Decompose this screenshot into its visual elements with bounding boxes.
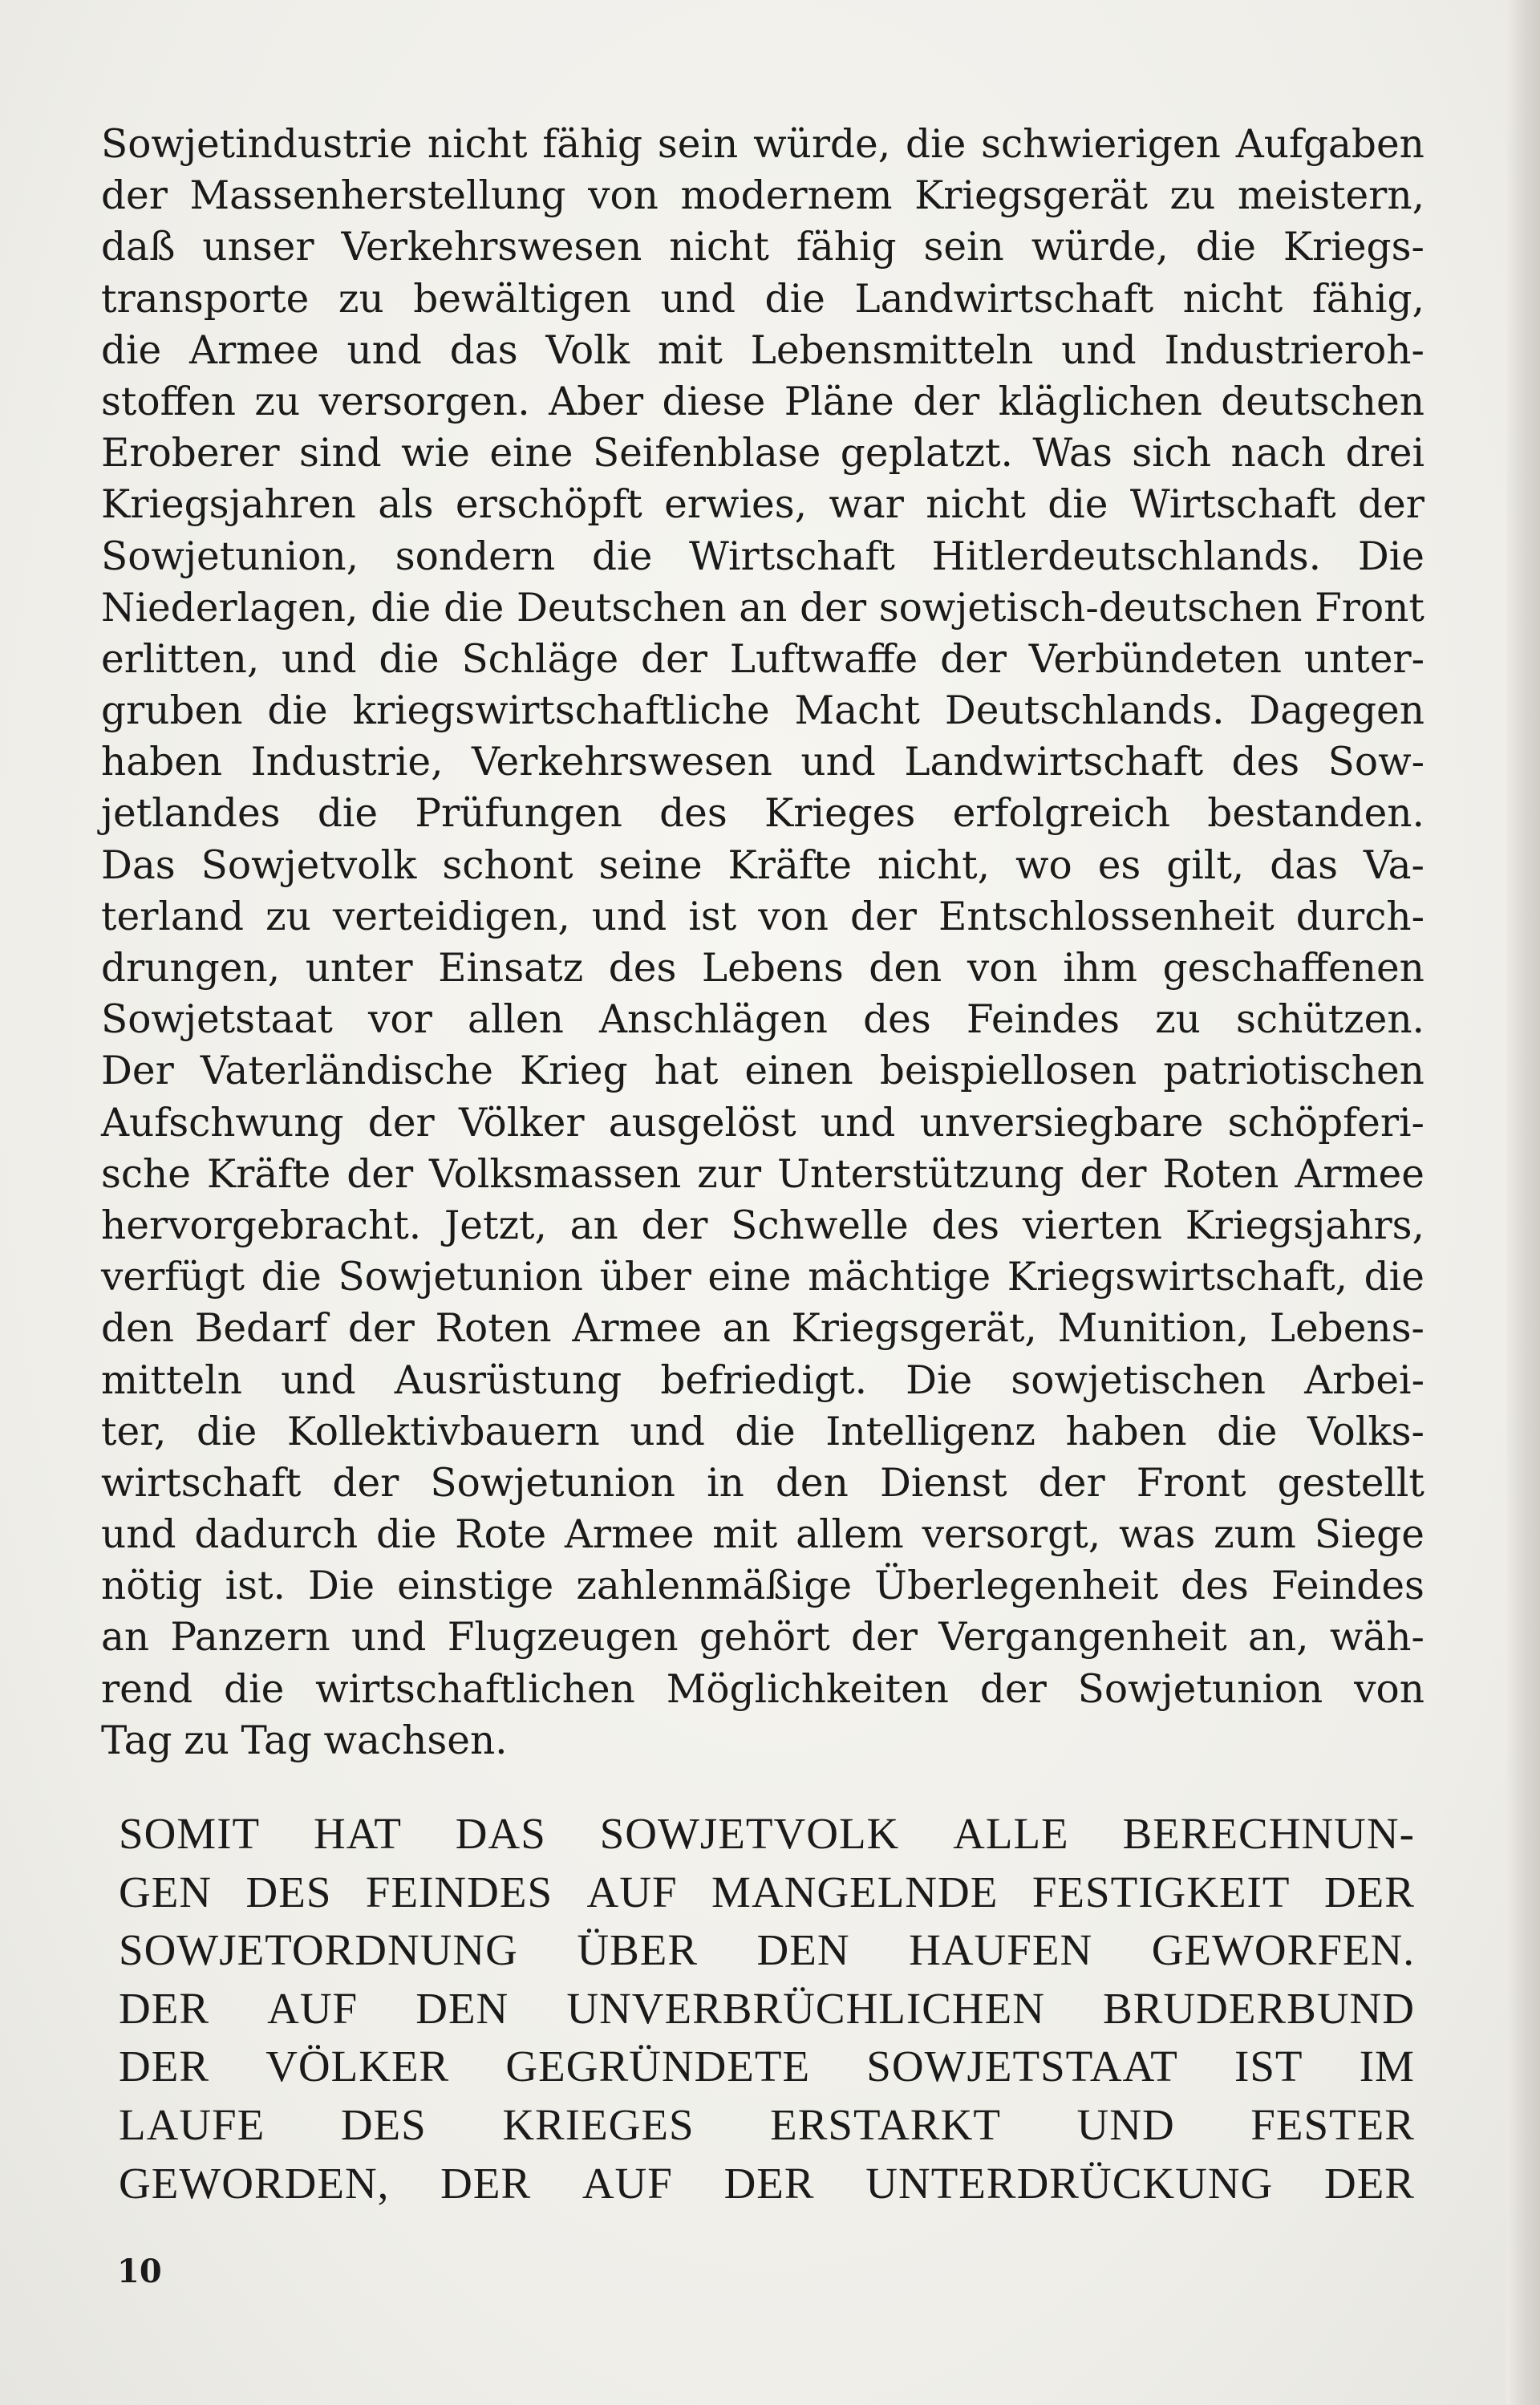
text-line: mitteln und Ausrüstung befriedigt. Die sowjetischen Arbei- [101, 1357, 1424, 1403]
text-line: Kriegsjahren als erschöpft erwies, war nicht die Wirtschaft der [101, 482, 1424, 528]
text-line: Der Vaterländische Krieg hat einen beispiellosen patriotischen [101, 1048, 1424, 1094]
text-line: und dadurch die Rote Armee mit allem versorgt, was zum Siege [101, 1512, 1424, 1558]
caps-text-line: SOMIT HAT DAS SOWJETVOLK ALLE BERECHNUN- [119, 1809, 1415, 1858]
text-line: die Armee und das Volk mit Lebensmitteln und Industrieroh- [101, 327, 1424, 373]
text-line: wirtschaft der Sowjetunion in den Dienst der Front gestellt [101, 1460, 1424, 1506]
page-number: 10 [117, 2253, 162, 2290]
text-line: hervorgebracht. Jetzt, an der Schwelle des vierten Kriegsjahrs, [101, 1202, 1424, 1248]
text-line: jetlandes die Prüfungen des Krieges erfolgreich bestanden. [101, 791, 1424, 837]
text-line: Tag zu Tag wachsen. [101, 1718, 508, 1763]
caps-text-line: DER VÖLKER GEGRÜNDETE SOWJETSTAAT IST IM [119, 2042, 1415, 2091]
text-line: Sowjetindustrie nicht fähig sein würde, die schwierigen Aufgaben [101, 122, 1424, 167]
text-line: Das Sowjetvolk schont seine Kräfte nicht, wo es gilt, das Va- [101, 842, 1424, 888]
text-line: den Bedarf der Roten Armee an Kriegsgerät, Munition, Lebens- [101, 1306, 1424, 1352]
text-line: Sowjetunion, sondern die Wirtschaft Hitlerdeutschlands. Die [101, 533, 1424, 579]
caps-text-line: SOWJETORDNUNG ÜBER DEN HAUFEN GEWORFEN. [119, 1925, 1415, 1975]
page-edge-shadow [1506, 0, 1540, 2405]
text-line: Niederlagen, die die Deutschen an der sowjetisch-deutschen Front [101, 585, 1424, 631]
text-line: der Massenherstellung von modernem Kriegsgerät zu meistern, [101, 173, 1424, 219]
body-paragraph [101, 119, 1424, 1766]
caps-text-line: DER AUF DEN UNVERBRÜCHLICHEN BRUDERBUND [119, 1983, 1415, 2033]
text-line: haben Industrie, Verkehrswesen und Landwirtschaft des Sow- [101, 740, 1424, 785]
caps-text-line: GEN DES FEINDES AUF MANGELNDE FESTIGKEIT DER [119, 1867, 1415, 1916]
text-line: Eroberer sind wie eine Seifenblase geplatzt. Was sich nach drei [101, 431, 1424, 477]
text-line: Sowjetstaat vor allen Anschlägen des Feindes zu schützen. [101, 997, 1424, 1043]
text-line: stoffen zu versorgen. Aber diese Pläne der kläglichen deutschen [101, 379, 1424, 424]
text-line: Aufschwung der Völker ausgelöst und unversiegbare schöpferi- [101, 1100, 1424, 1146]
text-line: transporte zu bewältigen und die Landwirtschaft nicht fähig, [101, 276, 1424, 322]
text-line: drungen, unter Einsatz des Lebens den von ihm geschaffenen [101, 946, 1424, 991]
text-line: daß unser Verkehrswesen nicht fähig sein würde, die Kriegs- [101, 225, 1424, 270]
caps-text-line: GEWORDEN, DER AUF DER UNTERDRÜCKUNG DER [119, 2158, 1415, 2208]
capitalized-paragraph [119, 1805, 1415, 2212]
caps-text-line: LAUFE DES KRIEGES ERSTARKT UND FESTER [119, 2099, 1415, 2149]
text-line: ter, die Kollektivbauern und die Intelligenz haben die Volks- [101, 1409, 1424, 1454]
text-line: gruben die kriegswirtschaftliche Macht Deutschlands. Dagegen [101, 688, 1424, 734]
text-line: sche Kräfte der Volksmassen zur Unterstützung der Roten Armee [101, 1151, 1424, 1197]
text-line: nötig ist. Die einstige zahlenmäßige Überlegenheit des Feindes [101, 1563, 1424, 1609]
text-line: terland zu verteidigen, und ist von der Entschlossenheit durch- [101, 894, 1424, 939]
text-line: rend die wirtschaftlichen Möglichkeiten der Sowjetunion von [101, 1666, 1424, 1712]
text-line: verfügt die Sowjetunion über eine mächtige Kriegswirtschaft, die [101, 1255, 1424, 1300]
text-line: an Panzern und Flugzeugen gehört der Vergangenheit an, wäh- [101, 1615, 1424, 1661]
text-line: erlitten, und die Schläge der Luftwaffe der Verbündeten unter- [101, 636, 1424, 682]
